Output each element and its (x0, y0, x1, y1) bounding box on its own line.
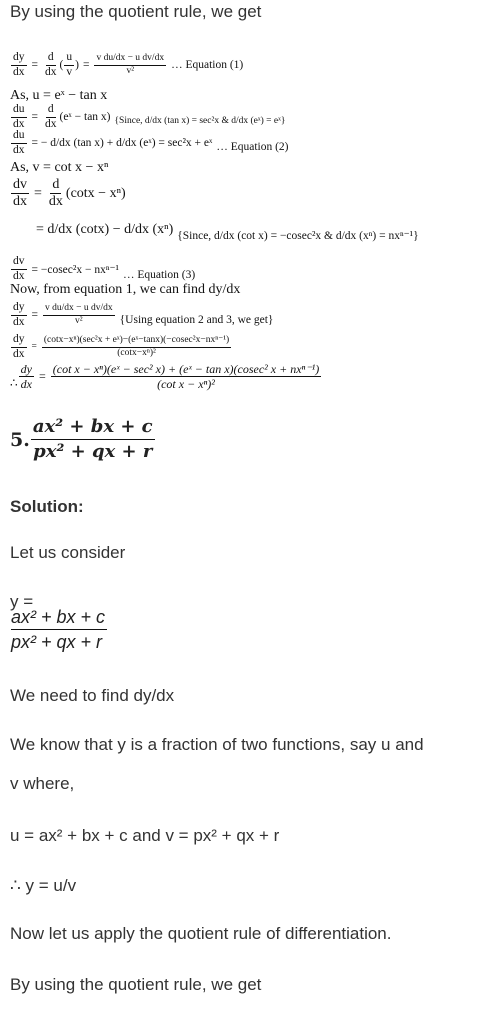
y-equals: y = (10, 592, 34, 611)
now-find-line: Now, from equation 1, we can find dy/dx (10, 282, 241, 297)
since-note: {Since, d/dx (cot x) = −cosec²x & d/dx (xⁿ) = nxⁿ⁻¹} (177, 230, 419, 242)
du-line-2: $\frac{du}{dx}$ = − d/dx (tan x) + d/dx (eˣ) = sec²x + eˣ … Equation (2) (13, 129, 289, 156)
as-u-line: As, u = eˣ − tan x (10, 88, 108, 103)
need-find-line: We need to find dy/dx (10, 686, 175, 705)
dy-long-line: $\frac{dy}{dx}$ = $\frac{\text{(cotx−xⁿ)(sec²x + eˣ)−(eˣ−tanx)(−cosec²x−nxⁿ⁻¹)}}{\text{(cotx−xⁿ)²}}$ (13, 333, 230, 360)
solution-heading: Solution: (10, 497, 84, 516)
dy-dx-fraction: $\frac{dy}{dx}$ (13, 51, 25, 78)
y-fraction: $\frac{\text{ax² + bx + c}}{\text{px² + qx + r}}$ (11, 607, 106, 652)
dv-line-3: $\frac{dv}{dx}$ = −cosec²x − nxⁿ⁻¹ … Equation (3) (13, 255, 196, 282)
know-line-2: v where, (10, 774, 75, 793)
intro-line: By using the quotient rule, we get (10, 2, 262, 21)
question-fraction: $\frac{\text{ax² + bx + c}}{\text{px² + qx + r}}$ (32, 416, 153, 462)
quotient-rule-fraction: $\frac{\text{v du/dx − u dv/dx}}{\text{v²}}$ (96, 53, 165, 76)
since-note: {Since, d/dx (tan x) = sec²x & d/dx (eˣ) = eˣ} (114, 116, 286, 126)
equation-label: … Equation (3) (122, 269, 196, 281)
know-line-1: We know that y is a fraction of two functions, say u and (10, 735, 424, 754)
as-v-line: As, v = cot x − xⁿ (10, 160, 109, 175)
apply-rule-line: Now let us apply the quotient rule of differentiation. (10, 924, 392, 943)
equation-label: … Equation (2) (216, 141, 289, 153)
question-5 (10, 418, 156, 461)
dv-line-2: = d/dx (cotx) − d/dx (xⁿ) {Since, d/dx (cot x) = −cosec²x & d/dx (xⁿ) = nxⁿ⁻¹} (36, 222, 419, 242)
using-note: {Using equation 2 and 3, we get} (119, 314, 274, 326)
let-consider-line: Let us consider (10, 543, 126, 562)
dy-substitute-line: $\frac{dy}{dx}$ = $\frac{\text{v du/dx − u dv/dx}}{\text{v²}}$ {Using equation 2 and 3, we get} (13, 301, 274, 328)
y-equals-u-over-v: ∴ y = u/v (10, 876, 77, 895)
uv-definition-line: u = ax² + bx + c and v = px² + qx + r (10, 826, 280, 845)
dy-final-line: ∴ $\frac{dy}{dx}$ = $\frac{\text{(cot x − xⁿ)(eˣ − sec² x) + (eˣ − tan x)(cosec² x + nxⁿ⁻¹)}}{\text{(cot x − xⁿ)²}}$ (10, 362, 320, 391)
question-number: 5. (10, 428, 30, 451)
outro-line: By using the quotient rule, we get (10, 975, 262, 994)
du-line-1: $\frac{du}{dx}$ = $\frac{d}{dx}$ (eˣ − tan x) {Since, d/dx (tan x) = sec²x & d/dx (eˣ) = eˣ} (13, 103, 286, 130)
dv-line-1: $\frac{dv}{dx}$ = $\frac{d}{dx}$ (cotx − xⁿ) (13, 177, 126, 209)
equation-label: … Equation (1) (171, 59, 244, 71)
equation-1: $\frac{dy}{dx}$ = $\frac{d}{dx}$ ( $\frac{u}{v}$ ) = $\frac{\text{v du/dx − u dv/dx}}{\text{v²}}$ … Equation (1) (13, 51, 244, 78)
